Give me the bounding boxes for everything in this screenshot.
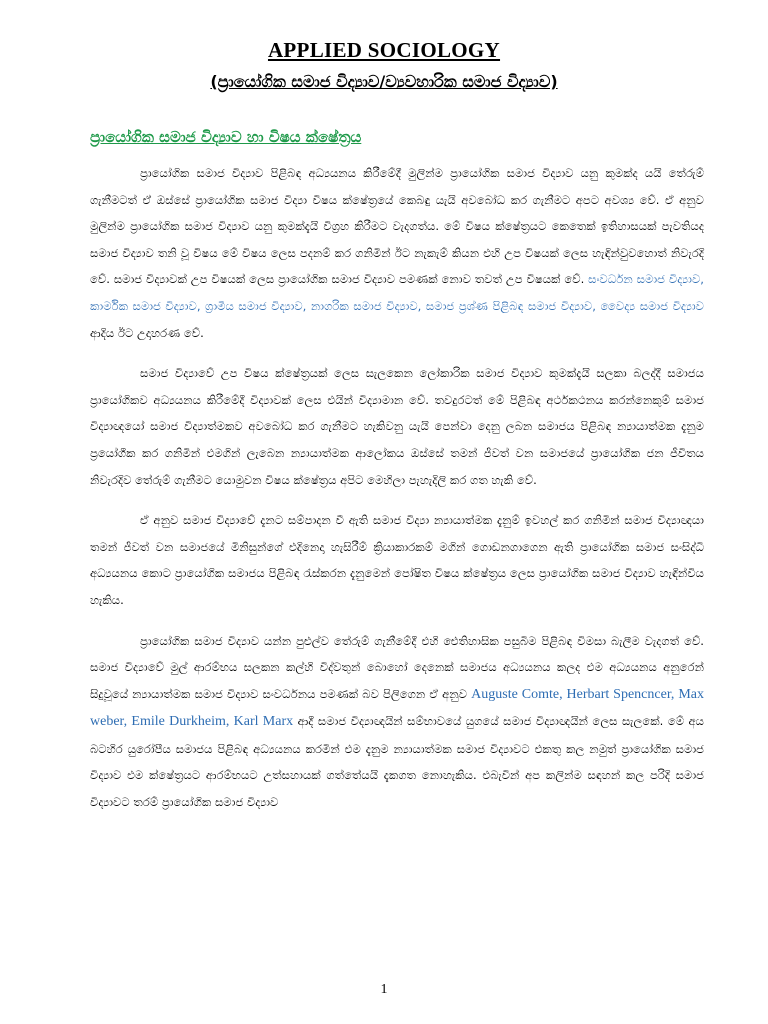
paragraph-1-text-end: ආදිය ඊට උදාහරණ වේ.	[90, 325, 204, 340]
paragraph-1-highlighted-text: සංවර්ධන සමාජ විද්‍යාව, කාර්මික සමාජ විද්‍යාව, ග්‍රාමීය සමාජ විද්‍යාව, නාගරික සමාජ විද්‍යාව, සමාජ ප්‍රශ්ණ පිළිබඳ සමාජ විද්‍යාව, වෛද්‍ය සමාජ විද්‍යාව	[90, 272, 704, 313]
section-heading: ප්‍රායෝගික සමාජ විද්‍යාව හා විෂය ක්ෂේත්‍රය	[90, 128, 362, 146]
document-title: APPLIED SOCIOLOGY	[267, 38, 501, 62]
paragraph-4-text: ප්‍රායෝගික සමාජ විද්‍යාව යන්න පුළුල්ව තේරුම් ගැනීමේදී එහි ඓතිහාසික පසුබිම පිළිබඳ විමසා බැලීම වැදගත් වේ. සමාජ විද්‍යාවේ මුල් ආරම්භය සලකන කල්හි විද්වතුන් බොහෝ දෙනෙක් සමාජය අධ්‍යයනය කලද එම අධ්‍යයනය අනුරෙන් සිදුවූයේ න්‍යායාත්මක සමාජ විද්‍යාව සංවර්ධනය පමණක් බව පිලිගෙන ඒ අනුව	[90, 633, 704, 701]
document-subtitle: (ප්‍රායෝගික සමාජ විද්‍යාව/ව්‍යවහාරික සමාජ විද්‍යාව)	[210, 72, 558, 91]
page-number: 1	[380, 982, 388, 997]
paragraph-3-text: ඒ අනුව සමාජ විද්‍යාවේ දැනට සම්පාදන වී ඇති සමාජ විද්‍යා න්‍යායාත්මක දැනුම් ඉවහල් කර ගනිමින් සමාජ විද්‍යාඥයා තමන් ජීවත් වන සමාජයේ මිනිසුන්ගේ එදිනෙදා හැසිරීම් ක්‍රියාකාරකම් මගින් ගොඩනගාගෙන ඇති ප්‍රායෝගික සමාජ සංසිද්ධි අධ්‍යයනය කොට ප්‍රායෝගික සමාජය පිළිබඳ රැස්කරන දැනුමෙන් පෝෂිත විෂය ක්ෂේත්‍රය ලෙස ප්‍රායෝගික සමාජ විද්‍යාව හැඳින්විය හැකිය.	[90, 513, 704, 607]
paragraph-4-text-end: ආදී සමාජ විද්‍යාඥයින් සම්භාවයේ යුගයේ සමාජ විද්‍යාඥයින් ලෙස සැලකේ. මේ අය බටහිර යුරෝපීය සමාජය පිළිබඳ අධ්‍යයනය කරමින් එම දැනුම න්‍යායාත්මක සමාජ විද්‍යාවට එකතු කල නමුත් ප්‍රායෝගික සමාජ විද්‍යාව එම ක්ෂේත්‍රයට ආරම්භයට උත්සහායක් ගත්තේයයි දැකගත නොහැකිය. එබැවින් අප කලින්ම සඳහන් කල පරිදි සමාජ විද්‍යාවට තරම් ප්‍රායෝගික සමාජ විද්‍යාව	[90, 714, 704, 810]
paragraph-1-text: ප්‍රායෝගික සමාජ විද්‍යාව පිළිබඳ අධ්‍යයනය කිරීමේදී මුලින්ම ප්‍රායෝගික සමාජ විද්‍යාව යනු කුමක්ද යයි තේරුම් ගැනීමටත් ඒ ඔස්සේ ප්‍රායෝගික සමාජ විද්‍යා විෂය ක්ෂේත්‍රයේ කෙබඳු යැයි අවබෝධ කර ගැනීමට අපට අවශ්‍ය වේ. ඒ අනුව මුලින්ම ප්‍රායෝගික සමාජ විද්‍යාව යනු කුමක්දැයි විග්‍රහ කිරීමට වැදගත්ය. මේ විෂය ක්ෂේත්‍රයට කෙතෙක් ඉතිහාසයක් පැවතියද සමාජ විද්‍යාව තනි වූ විෂය මේ විෂය ලෙස පදනම් කර ගනිමින් ඊට නැකැම් කියන එහි උප විෂයක් ලෙස හැඳින්වුවහොත් නිවැරදි වේ. සමාජ විද්‍යාවක් උප විෂයක් ලෙස ප්‍රායෝගික සමාජ විද්‍යාව පමණක් නොව තවත් උප විෂයක් වේ.	[90, 166, 704, 287]
paragraph-4	[90, 628, 704, 816]
paragraph-3	[90, 507, 704, 613]
paragraph-2	[90, 360, 704, 493]
paragraph-2-text: සමාජ විද්‍යාවේ උප විෂය ක්ෂේත්‍රයක් ලෙස සැලකෙන ලෝකාරික සමාජ විද්‍යාව කුමක්දැයි සලකා බලද්දී සමාජය ප්‍රායෝගිකව අධ්‍යයනය කිරීමේදී විද්‍යාවක් ලෙස එයින් විද්‍යාමාන වේ. තවදුරටත් මේ පිළිබඳ අර්ථකථනය කරන්නෙකුම් සමාජ විද්‍යාඥයෝ සමාජ විද්‍යාත්මකව අවබෝධ කර ගැනීමට හැකිවනු යැයි පෙන්වා දෙනු ලබන සමාජය පිළිබඳ න්‍යායාත්මක දැනුම ප්‍රයෝගීක කර ගනිමින් එමගින් ලැබෙන න්‍යායාත්මක ආලෝකය ඔස්සේ තමන් ජීවත් වන සමාජයේ ප්‍රායෝගික ජන ජීවිතය නිවැරදිව තේරුම් ගැනීමට යොමුවන විෂය ක්ෂේත්‍රය අපිට මෙහිලා පැහැදිලි කර ගත හැකි වේ.	[90, 366, 704, 487]
paragraph-4-sociologist-names: Auguste Comte, Herbart Spencncer, Max weber, Emile Durkheim, Karl Marx	[90, 686, 704, 730]
body-text	[90, 160, 704, 830]
paragraph-1	[90, 160, 704, 346]
